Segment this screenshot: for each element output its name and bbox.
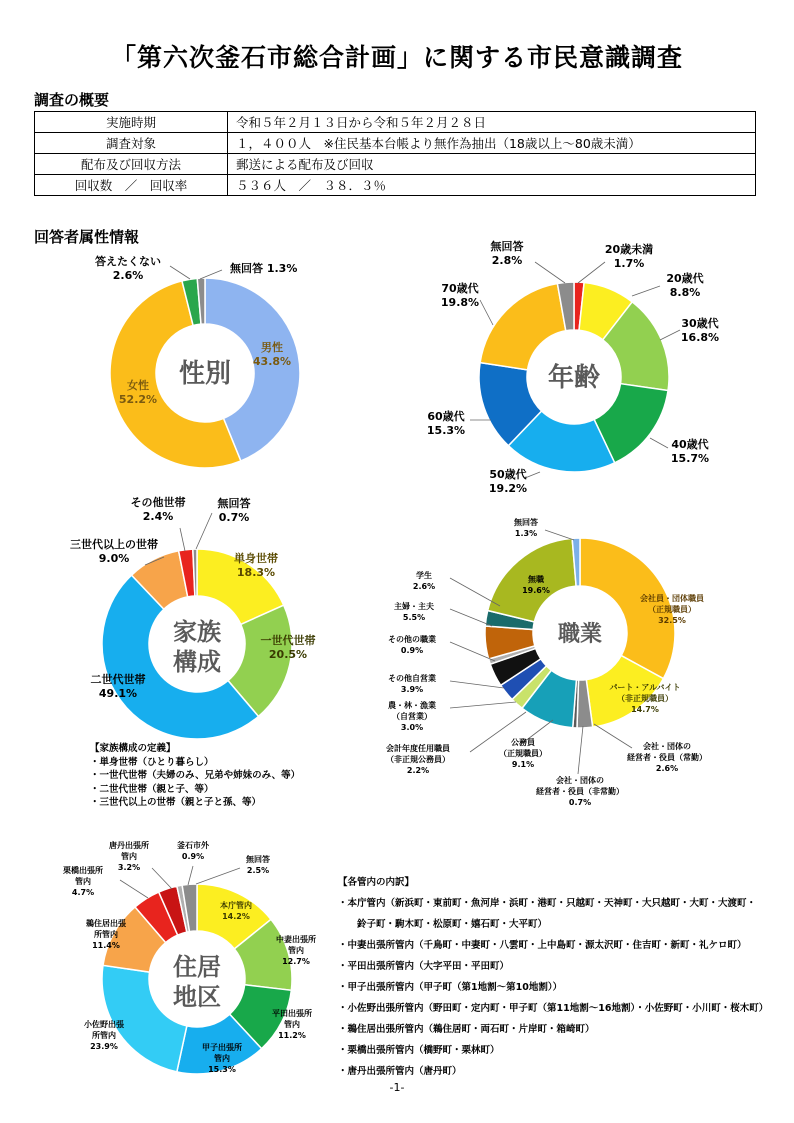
data-label-value: 20.5% — [268, 648, 308, 661]
chart-title: 住居 — [173, 953, 221, 981]
data-label-category: 無回答 — [217, 497, 251, 510]
data-label-value: 2.6% — [412, 582, 436, 591]
overview-key: 調査対象 — [35, 133, 228, 154]
data-label-value: 3.0% — [400, 723, 424, 732]
data-label-category: 20歳代 — [666, 272, 704, 285]
data-label-category: 経営者・役員（常勤） — [627, 753, 707, 762]
data-label-category: 学生 — [416, 571, 432, 580]
leader-line — [660, 330, 680, 340]
data-label-value: 19.2% — [488, 482, 528, 495]
data-label-value: 11.4% — [92, 941, 120, 950]
district-breakdown-item: ・甲子出張所管内（甲子町（第1地割～第10地割）） — [338, 982, 563, 993]
data-label-category: 答えたくない — [95, 255, 161, 268]
data-label-value: 19.6% — [522, 586, 550, 595]
data-label-category: 栗橋出張所 — [63, 866, 103, 875]
data-label-category: その他の職業 — [388, 635, 436, 644]
data-label-category: 単身世帯 — [234, 552, 278, 565]
data-label-category: 女性 — [127, 379, 149, 392]
data-label-category: 鵜住居出張 — [86, 919, 126, 928]
data-label-category: 小佐野出張 — [84, 1020, 124, 1029]
data-label-value: 18.3% — [236, 566, 276, 579]
district-breakdown-item: ・本庁管内（新浜町・東前町・魚河岸・浜町・港町・只越町・天神町・大只越町・大町・大渡町・ — [338, 898, 757, 909]
data-label-value: 0.9% — [181, 852, 205, 861]
data-label-value: 32.5% — [658, 616, 686, 625]
district-donut-chart — [63, 840, 316, 1074]
leader-line — [180, 528, 185, 551]
data-label-category: 無回答 — [246, 855, 270, 864]
data-label-value: 15.3% — [426, 424, 466, 437]
district-breakdown-item: 鈴子町・駒木町・松原町・嬉石町・大平町） — [338, 919, 548, 930]
data-label-value: 3.2% — [117, 863, 141, 872]
data-label-value: 52.2% — [118, 393, 158, 406]
district-breakdown-item: ・小佐野出張所管内（野田町・定内町・甲子町（第11地割～16地割）・小佐野町・小川町・桜木町） — [338, 1003, 769, 1014]
chart-title: 性別 — [178, 359, 232, 389]
data-label-category: 20歳未満 — [604, 243, 654, 256]
data-label-category: 唐丹出張所 — [109, 841, 149, 850]
data-label-category: 管内 — [288, 946, 304, 955]
data-label-category: 三世代以上の世帯 — [70, 538, 158, 551]
data-label-category: 50歳代 — [489, 468, 527, 481]
leader-line — [525, 472, 540, 478]
pie-slice — [102, 965, 187, 1072]
data-label-value: 2.5% — [246, 866, 270, 875]
district-breakdown-item: ・平田出張所管内（大字平田・平田町） — [338, 961, 510, 972]
chart-title: 構成 — [173, 648, 221, 676]
leader-line — [450, 578, 500, 606]
data-label-category: 管内 — [214, 1054, 230, 1063]
data-label-value: 14.7% — [631, 705, 659, 714]
data-label-category: 40歳代 — [671, 438, 709, 451]
data-label-category: 管内 — [75, 877, 91, 886]
leader-line — [450, 702, 516, 708]
data-label-category: 管内 — [121, 852, 137, 861]
data-label-value: 16.8% — [680, 331, 720, 344]
leader-line — [535, 262, 565, 283]
leader-line — [196, 868, 240, 884]
district-breakdown-item: ・唐丹出張所管内（唐丹町） — [338, 1066, 462, 1077]
data-label-value: 15.3% — [208, 1065, 236, 1074]
data-label-value: 9.1% — [511, 760, 535, 769]
overview-value: 郵送による配布及び回収 — [228, 154, 756, 175]
chart-title: 職業 — [557, 622, 603, 647]
data-label-category: その他世帯 — [130, 496, 186, 509]
leader-line — [650, 438, 668, 448]
data-label-category: 本庁管内 — [220, 901, 252, 910]
gender-donut-chart — [95, 254, 300, 468]
data-label-category: 経営者・役員（非常勤） — [536, 787, 624, 796]
overview-value: ５３６人 ／ ３８．３％ — [228, 175, 756, 196]
overview-key: 回収数 ／ 回収率 — [35, 175, 228, 196]
data-label-value: 1.7% — [613, 257, 645, 270]
data-label-category: （正規職員） — [648, 605, 696, 614]
data-label-category: 公務員 — [511, 738, 535, 747]
data-label-category: 70歳代 — [441, 282, 479, 295]
data-label-value: 4.7% — [71, 888, 95, 897]
chart-title: 地区 — [173, 983, 221, 1011]
data-label-value: 5.5% — [402, 613, 426, 622]
pie-slice — [480, 283, 566, 369]
data-label: 無回答 1.3% — [230, 262, 298, 275]
leader-line — [120, 880, 148, 898]
household-definition — [90, 742, 300, 810]
data-label-value: 19.8% — [440, 296, 480, 309]
occupation-donut-chart — [386, 517, 707, 807]
household-donut-chart — [70, 495, 316, 739]
data-label-value: 2.6% — [655, 764, 679, 773]
data-label-value: 2.4% — [142, 510, 174, 523]
household-definition-item: ・三世代以上の世帯（親と子と孫、等） — [90, 797, 262, 808]
data-label-category: （正規職員） — [499, 749, 547, 758]
district-breakdown-item: ・鵜住居出張所管内（鵜住居町・両石町・片岸町・箱崎町） — [338, 1024, 595, 1035]
leader-line — [632, 286, 660, 296]
leader-line — [196, 513, 212, 549]
chart-title: 家族 — [173, 618, 221, 646]
district-breakdown — [338, 872, 788, 1082]
data-label-value: 12.7% — [282, 957, 310, 966]
data-label-category: 二世代世帯 — [90, 673, 146, 686]
overview-key: 配布及び回収方法 — [35, 154, 228, 175]
data-label-value: 14.2% — [222, 912, 250, 921]
data-label-category: 会計年度任用職員 — [386, 744, 450, 753]
data-label-category: （自営業） — [392, 712, 432, 721]
household-definition-item: ・単身世帯（ひとり暮らし） — [90, 756, 214, 768]
leader-line — [578, 726, 583, 774]
household-definition-item: ・一世代世帯（夫婦のみ、兄弟や姉妹のみ、等） — [90, 770, 301, 781]
leader-line — [545, 530, 574, 540]
data-label-value: 1.3% — [514, 529, 538, 538]
overview-value: 令和５年２月１３日から令和５年２月２８日 — [228, 112, 756, 133]
data-label-value: 0.7% — [218, 511, 250, 524]
data-label-category: 平田出張所 — [272, 1009, 312, 1018]
data-label-category: 釜石市外 — [177, 841, 209, 850]
data-label-value: 2.2% — [406, 766, 430, 775]
data-label-value: 2.8% — [491, 254, 523, 267]
data-label-category: 会社・団体の — [556, 776, 604, 785]
overview-value: １，４００人 ※住民基本台帳より無作為抽出（18歳以上～80歳未満） — [228, 133, 756, 154]
data-label-value: 15.7% — [670, 452, 710, 465]
overview-heading: 調査の概要 — [34, 91, 110, 109]
data-label-value: 23.9% — [90, 1042, 118, 1051]
data-label-category: 中妻出張所 — [276, 935, 316, 944]
leader-line — [188, 866, 193, 885]
page-number: -1- — [389, 1081, 405, 1094]
data-label-category: （非正規職員） — [617, 694, 673, 703]
district-breakdown-item: ・中妻出張所管内（千鳥町・中妻町・八雲町・上中島町・源太沢町・住吉町・新町・礼ケロ町） — [338, 940, 747, 951]
data-label-category: 会社・団体の — [643, 742, 691, 751]
leader-line — [594, 724, 632, 748]
data-label-category: 甲子出張所 — [202, 1043, 242, 1052]
data-label-category: 無回答 — [514, 518, 538, 527]
overview-key: 実施時期 — [35, 112, 228, 133]
district-breakdown-title: 【各管内の内訳】 — [338, 877, 415, 888]
district-breakdown-item: ・栗橋出張所管内（橋野町・栗林町） — [338, 1045, 500, 1056]
data-label-category: 一世代世帯 — [260, 634, 316, 647]
data-label-category: 農・林・漁業 — [388, 701, 436, 710]
data-label-category: 60歳代 — [427, 410, 465, 423]
data-label-value: 0.7% — [568, 798, 592, 807]
data-label-category: （非正規公務員） — [386, 755, 450, 764]
data-label-value: 8.8% — [669, 286, 701, 299]
data-label-value: 0.9% — [400, 646, 424, 655]
data-label-category: 無回答 — [490, 240, 524, 253]
page-title: 「第六次釜石市総合計画」に関する市民意識調査 — [110, 43, 683, 72]
age-donut-chart — [427, 239, 720, 495]
leader-line — [480, 300, 493, 325]
data-label-category: 会社員・団体職員 — [640, 594, 704, 603]
data-label-value: 11.2% — [278, 1031, 306, 1040]
data-label-category: 主婦・主夫 — [394, 602, 434, 611]
data-label-category: 男性 — [261, 341, 283, 354]
data-label-category: 所管内 — [94, 930, 118, 939]
data-label-value: 2.6% — [112, 269, 144, 282]
data-label-category: パート・アルバイト — [609, 683, 681, 692]
leader-line — [152, 868, 172, 889]
attributes-heading: 回答者属性情報 — [34, 228, 140, 246]
data-label-value: 49.1% — [98, 687, 138, 700]
data-label-value: 9.0% — [98, 552, 130, 565]
leader-line — [450, 681, 504, 688]
leader-line — [578, 262, 605, 283]
leader-line — [170, 266, 190, 279]
household-definition-item: ・二世代世帯（親と子、等） — [90, 783, 214, 795]
data-label-value: 3.9% — [400, 685, 424, 694]
data-label-value: 43.8% — [252, 355, 292, 368]
data-label-category: 30歳代 — [681, 317, 719, 330]
household-definition-title: 【家族構成の定義】 — [90, 743, 176, 754]
data-label-category: その他自営業 — [388, 674, 436, 683]
data-label-category: 管内 — [284, 1020, 300, 1029]
data-label-category: 無職 — [528, 575, 544, 584]
chart-title: 年齢 — [547, 363, 601, 393]
data-label-category: 所管内 — [92, 1031, 116, 1040]
